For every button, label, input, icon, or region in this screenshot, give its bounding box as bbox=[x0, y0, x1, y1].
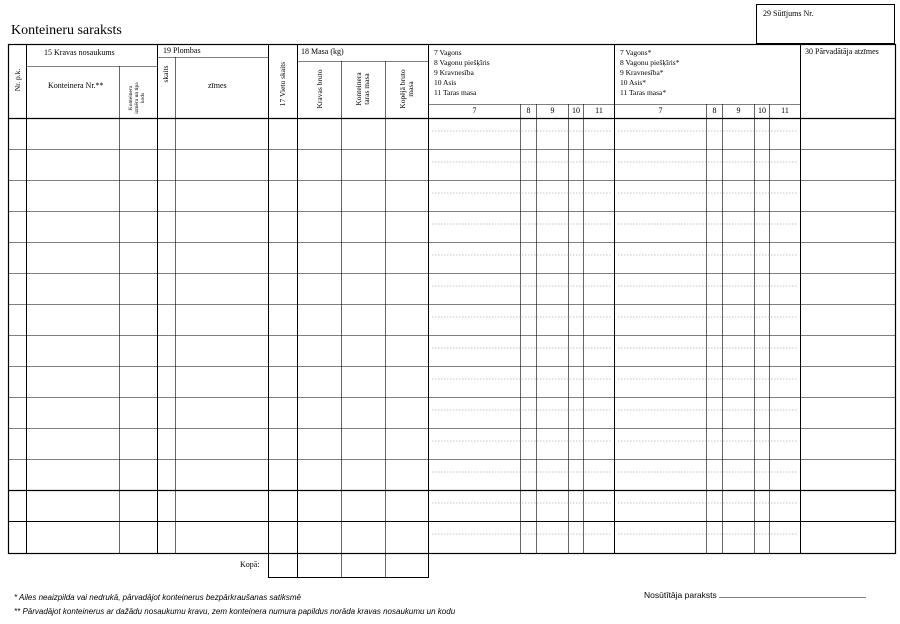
sub-header-11: 11 bbox=[595, 106, 603, 115]
sub-header-8: 8 bbox=[526, 106, 531, 115]
footnote-2: ** Pārvadājot konteinerus ar dažādu nosaukumu kravu, zem konteinera numura papildus norāda kravas nosaukumu un kodu bbox=[14, 607, 456, 616]
header-parvadataja: 30 Pārvadātāja atzīmes bbox=[805, 47, 879, 56]
header-taras-masa: Konteinera taras masa bbox=[354, 72, 371, 106]
header-skaits: skaits bbox=[161, 65, 170, 83]
signature-label: Nosūtītāja paraksts bbox=[644, 590, 717, 600]
wagon-labels-right: 7 Vagons* 8 Vagonu piešķīris* 9 Kravnesība* 10 Asis* 11 Taras masa* bbox=[620, 48, 680, 97]
sub-header-8-right: 8 bbox=[712, 106, 717, 115]
header-kravas-nosaukums: 15 Kravas nosaukums bbox=[44, 48, 115, 57]
header-izmera-kods: Konteinera izmēra un tipa kods bbox=[128, 82, 146, 114]
sub-header-10: 10 bbox=[572, 106, 580, 115]
totals-label: Kopā: bbox=[240, 560, 260, 569]
sub-header-11-right: 11 bbox=[781, 106, 789, 115]
header-konteinera-nr: Konteinera Nr.** bbox=[48, 81, 104, 90]
sub-header-7: 7 bbox=[472, 106, 477, 115]
page-title: Konteineru saraksts bbox=[11, 23, 122, 38]
sub-header-7-right: 7 bbox=[658, 106, 663, 115]
header-masa: 18 Masa (kg) bbox=[301, 47, 344, 56]
header-kopeja-bruto: Kopējā bruto masa bbox=[398, 69, 415, 109]
sub-header-9-right: 9 bbox=[736, 106, 741, 115]
header-vietu-skaits: 17 Vietu skaits bbox=[278, 61, 287, 107]
header-zimes: zīmes bbox=[208, 81, 227, 90]
header-plombas: 19 Plombas bbox=[163, 46, 201, 55]
footnote-1: * Ailes neaizpilda vai nedrukā, pārvadājot konteinerus bezpārkraušanas satiksmē bbox=[14, 593, 301, 602]
wagon-labels-left: 7 Vagons 8 Vagonu piešķīris 9 Kravnesība 10 Asis 11 Taras masa bbox=[434, 48, 490, 97]
sub-header-9: 9 bbox=[550, 106, 555, 115]
header-kravas-bruto: Kravas bruto bbox=[315, 69, 324, 109]
shipment-number-label: 29 Sūtījums Nr. bbox=[763, 9, 814, 18]
sub-header-10-right: 10 bbox=[758, 106, 766, 115]
header-nr-pk: Nr. p.k. bbox=[13, 68, 22, 92]
